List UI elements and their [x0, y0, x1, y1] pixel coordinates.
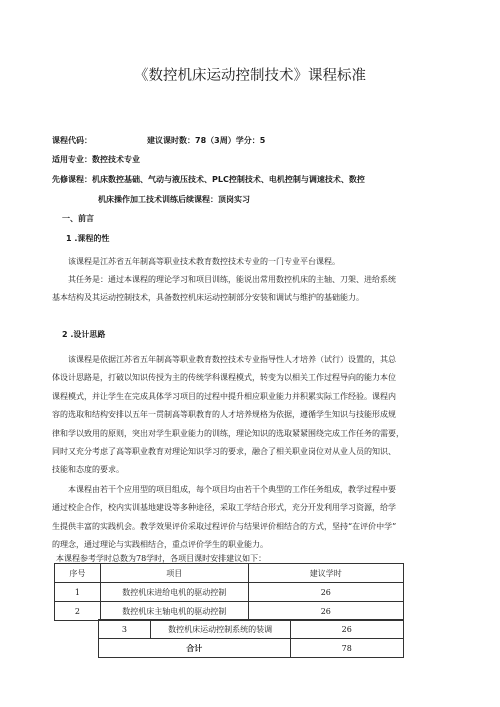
cell-project: 数控机床主轴电机的驱动控制	[100, 602, 248, 621]
total-hours: 78	[290, 639, 403, 658]
paragraph-line: 基本结构及其运动控制技术，具备数控机床运动控制部分安装和调试与维护的基础能力。	[52, 293, 364, 303]
cell-project: 数控机床进给电机的驱动控制	[100, 583, 248, 602]
course-code-label: 课程代码：	[52, 136, 92, 145]
hours-table	[54, 563, 404, 621]
paragraph-line: 生提供丰富的实践机会。教学效果评价采取过程评价与结果评价相结合的方式，坚持“在评价中学”	[52, 521, 397, 531]
prerequisite-courses: 先修课程：机床数控基础、气动与液压技术、PLC控制技术、电机控制与调速技术、数控	[52, 175, 365, 184]
header-project: 项目	[100, 564, 248, 583]
paragraph-line: 体设计思路是，打破以知识传授为主的传统学科课程模式，转变为以相关工作过程导向的能力本位	[52, 373, 396, 383]
page-title: 《数控机床运动控制技术》课程标准	[134, 68, 366, 84]
cell-index: 2	[55, 602, 101, 621]
nature-paragraph-2	[52, 271, 450, 308]
section-nature-heading: 1 .课程的性	[66, 234, 110, 243]
table-intro: 本课程参考学时总数为78学时，各项目课时安排建议如下：	[56, 554, 267, 563]
paragraph-line: 该课程是江苏省五年制高等职业技术教育数控技术专业的一门专业平台课程。	[68, 257, 340, 266]
cell-index: 3	[99, 620, 151, 639]
design-paragraph-2	[52, 481, 450, 555]
section-preface: 一、前言	[62, 214, 94, 223]
paragraph-line: 的理念，通过理论与实践相结合，重点评价学生的职业能力。	[52, 540, 268, 550]
total-label: 合计	[99, 639, 291, 658]
design-paragraph-1	[52, 351, 450, 480]
paragraph-line: 同时又充分考虑了高等职业教育对理论知识学习的要求，融合了相关职业岗位对从业人员的知识、	[52, 447, 396, 457]
table-header-row	[55, 564, 404, 583]
hours-credit: 建议课时数：78（3周）学分：5	[147, 136, 266, 145]
paragraph-line: 通过校企合作，校内实训基地建设等多种途径，采取工学结合形式，充分开发利用学习资源，给学	[52, 503, 396, 513]
cell-hours: 26	[290, 620, 403, 639]
paragraph-line: 其任务是：通过本课程的理论学习和项目训练，能说出常用数控机床的主轴、刀架、进给系统	[68, 275, 396, 284]
paragraph-line: 该课程是依据江苏省五年制高等职业教育数控技术专业指导性人才培养（试行）设置的，其总	[68, 355, 396, 364]
nature-paragraph-1	[52, 253, 450, 271]
paragraph-line: 技能和态度的要求。	[52, 465, 124, 475]
table-row	[55, 583, 404, 602]
applicable-major: 适用专业：数控技术专业	[52, 155, 140, 164]
cell-hours: 26	[248, 602, 403, 621]
table-row	[99, 620, 404, 639]
prerequisite-courses-cont: 机床操作加工技术训练后续课程：顶岗实习	[98, 195, 250, 204]
paragraph-line: 本课程由若干个应用型的项目组成，每个项目均由若干个典型的工作任务组成，教学过程中要	[68, 485, 396, 494]
header-hours: 建议学时	[248, 564, 403, 583]
paragraph-line: 律和学以致用的原则，突出对学生职业能力的训练，理论知识的选取紧紧围绕完成工作任务的需要，	[52, 428, 404, 438]
header-index: 序号	[55, 564, 101, 583]
table-total-row	[99, 639, 404, 658]
cell-index: 1	[55, 583, 101, 602]
cell-hours: 26	[248, 583, 403, 602]
section-design-heading: 2 .设计思路	[62, 330, 106, 339]
table-row	[55, 602, 404, 621]
paragraph-line: 容的选取和结构安排以五年一贯制高等职教育的人才培养规格为依据，遵循学生知识与技能形成规	[52, 410, 396, 420]
hours-table-continued	[98, 619, 404, 658]
cell-project: 数控机床运动控制系统的装调	[150, 620, 290, 639]
paragraph-line: 课程模式，并让学生在完成具体学习项目的过程中提升相应职业能力并积累实际工作经验。课程内	[52, 391, 396, 401]
